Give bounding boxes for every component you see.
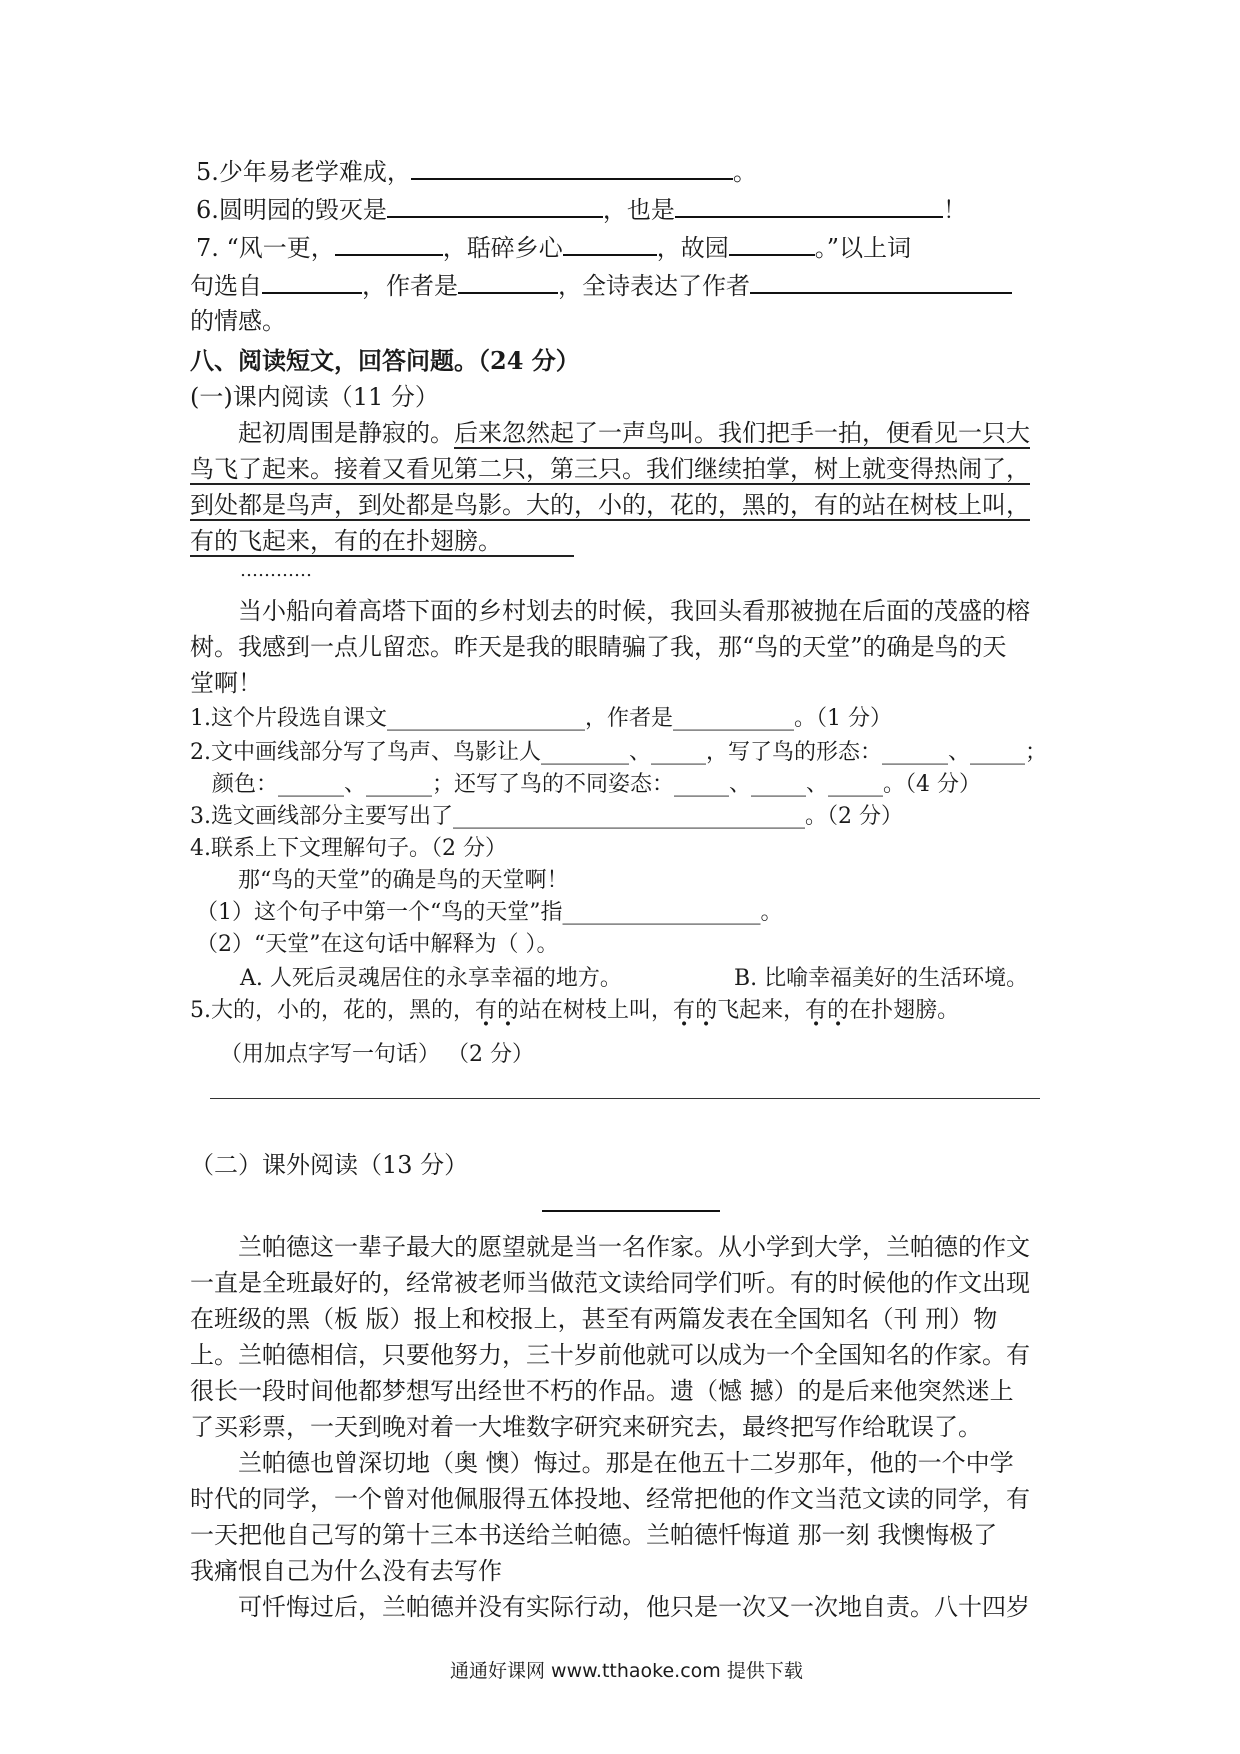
q7-text-f: ，作者是 bbox=[362, 272, 458, 300]
passage2-line-2: 一直是全班最好的，经常被老师当做范文读给同学们听。有的时候他的作文出现 bbox=[190, 1269, 1030, 1297]
passage2-line-7: 兰帕德也曾深切地（奥 懊）悔过。那是在他五十二岁那年，他的一个中学 bbox=[238, 1449, 1014, 1477]
dotted-char: 的 bbox=[695, 998, 718, 1023]
passage2-line-9: 一天把他自己写的第十三本书送给兰帕德。兰帕德忏悔道 那一刻 我懊悔极了 bbox=[190, 1521, 998, 1549]
passage2-line-8: 时代的同学，一个曾对他佩服得五体投地、经常把他的作文当范文读的同学，有 bbox=[190, 1485, 1030, 1513]
passage2-line-5: 很长一段时间他都梦想写出经世不朽的作品。遗（憾 撼）的是后来他突然迷上 bbox=[190, 1377, 1014, 1405]
q7-blank-6[interactable] bbox=[750, 270, 1012, 294]
question-5 bbox=[190, 996, 959, 1026]
question-4-option-a: A. 人死后灵魂居住的永享幸福的地方。 bbox=[240, 966, 622, 991]
question-4-option-b: B. 比喻幸福美好的生活环境。 bbox=[734, 966, 1029, 991]
question-5-text: 站在树枝上叫， bbox=[519, 998, 674, 1023]
passage2-line-1: 兰帕德这一辈子最大的愿望就是当一名作家。从小学到大学，兰帕德的作文 bbox=[238, 1233, 1030, 1261]
q7-blank-5[interactable] bbox=[458, 270, 558, 294]
question-4-2: （2）“天堂”在这句话中解释为（ ）。 bbox=[196, 932, 559, 957]
underlined-text: 后来忽然起了一声鸟叫。我们把手一拍，便看见一只大 bbox=[454, 419, 1030, 447]
question-5-text: 5.大的，小的，花的，黑的， bbox=[190, 998, 475, 1023]
passage1-line-4 bbox=[190, 526, 574, 556]
q6-middle: ，也是 bbox=[602, 196, 675, 224]
q6-suffix: ！ bbox=[942, 196, 967, 224]
q5-suffix: 。 bbox=[732, 158, 757, 186]
q7-blank-2[interactable] bbox=[563, 232, 657, 256]
question-3: 3.选文画线部分主要写出了________________________________。（2 分） bbox=[190, 804, 903, 829]
dotted-char: 的 bbox=[827, 998, 850, 1023]
dotted-char: 的 bbox=[497, 998, 520, 1023]
passage2-line-3: 在班级的黑（板 版）报上和校报上，甚至有两篇发表在全国知名（刊 刑）物 bbox=[190, 1305, 998, 1333]
q7-blank-4[interactable] bbox=[262, 270, 362, 294]
q7-line-1 bbox=[196, 232, 911, 263]
q7-text-g: ，全诗表达了作者 bbox=[558, 272, 750, 300]
underlined-text: 鸟飞了起来。接着又看见第二只，第三只。我们继续拍掌，树上就变得热闹了， bbox=[190, 455, 1030, 483]
ellipsis: ………… bbox=[240, 560, 312, 581]
question-5-text: 飞起来， bbox=[717, 998, 806, 1023]
dotted-char: 有 bbox=[805, 998, 828, 1023]
q5-prefix: 5.少年易老学难成， bbox=[196, 158, 411, 186]
question-5-text: 在扑翅膀。 bbox=[849, 998, 960, 1023]
passage1-line-3 bbox=[190, 490, 1030, 520]
passage2-line-10: 我痛恨自己为什么没有去写作 bbox=[190, 1557, 502, 1585]
passage2-line-6: 了买彩票，一天到晚对着一大堆数字研究来研究去，最终把写作给耽误了。 bbox=[190, 1413, 982, 1441]
q6-blank-1[interactable] bbox=[387, 194, 603, 218]
underlined-text: 有的飞起来，有的在扑翅膀。 bbox=[190, 527, 574, 557]
passage1-line-7: 堂啊！ bbox=[190, 669, 262, 697]
question-1: 1.这个片段选自课文__________________，作者是___________。（1 分） bbox=[190, 706, 892, 731]
q7-blank-3[interactable] bbox=[729, 232, 815, 256]
passage-title-blank[interactable] bbox=[542, 1210, 720, 1212]
passage1-line-2 bbox=[190, 454, 1030, 484]
question-4-sentence: 那“鸟的天堂”的确是鸟的天堂啊！ bbox=[238, 868, 569, 893]
page-footer: 通通好课网 www.tthaoke.com 提供下载 bbox=[450, 1660, 803, 1682]
question-4-1: （1）这个句子中第一个“鸟的天堂”指__________________。 bbox=[196, 900, 783, 925]
q7-text-a: 7. “风一更， bbox=[196, 234, 335, 262]
q7-line-2 bbox=[190, 270, 1012, 301]
underlined-text: 到处都是鸟声，到处都是鸟影。大的，小的，花的，黑的，有的站在树枝上叫， bbox=[190, 491, 1030, 519]
dotted-char: 有 bbox=[673, 998, 696, 1023]
section-heading: 八、阅读短文，回答问题。（24 分） bbox=[190, 346, 580, 375]
q7-text-e: 句选自 bbox=[190, 272, 262, 300]
answer-line[interactable] bbox=[210, 1098, 1040, 1099]
q7-text-b: ，聒碎乡心 bbox=[442, 234, 563, 262]
passage1-line-6: 树。我感到一点儿留恋。昨天是我的眼睛骗了我，那“鸟的天堂”的确是鸟的天 bbox=[190, 633, 1007, 661]
dotted-char: 有 bbox=[475, 998, 498, 1023]
passage1-line-1 bbox=[238, 418, 1030, 448]
q7-blank-1[interactable] bbox=[335, 232, 443, 256]
passage1-line-5: 当小船向着高塔下面的乡村划去的时候，我回头看那被抛在后面的茂盛的榕 bbox=[238, 597, 1030, 625]
passage1-text: 起初周围是静寂的。 bbox=[238, 419, 454, 447]
q6-blank-2[interactable] bbox=[675, 194, 943, 218]
q7-line-3: 的情感。 bbox=[190, 307, 286, 335]
q5-line bbox=[196, 156, 757, 187]
q6-prefix: 6.圆明园的毁灭是 bbox=[196, 196, 387, 224]
passage2-line-11: 可忏悔过后，兰帕德并没有实际行动，他只是一次又一次地自责。八十四岁 bbox=[238, 1593, 1030, 1621]
part1-title: (一)课内阅读（11 分） bbox=[190, 383, 439, 411]
q5-blank[interactable] bbox=[411, 156, 733, 180]
question-2b: 颜色：______、______；还写了鸟的不同姿态：_____、_____、_____。（4 分） bbox=[212, 772, 981, 797]
question-2a: 2.文中画线部分写了鸟声、鸟影让人________、_____，写了鸟的形态：______、_____； bbox=[190, 740, 1047, 765]
q7-text-c: ，故园 bbox=[656, 234, 729, 262]
q6-line bbox=[196, 194, 967, 225]
passage2-line-4: 上。兰帕德相信，只要他努力，三十岁前他就可以成为一个全国知名的作家。有 bbox=[190, 1341, 1030, 1369]
question-4: 4.联系上下文理解句子。（2 分） bbox=[190, 836, 507, 861]
q7-text-d: 。”以上词 bbox=[814, 234, 912, 262]
question-5-hint: （用加点字写一句话） （2 分） bbox=[220, 1042, 534, 1067]
part2-title: （二）课外阅读（13 分） bbox=[190, 1151, 469, 1179]
